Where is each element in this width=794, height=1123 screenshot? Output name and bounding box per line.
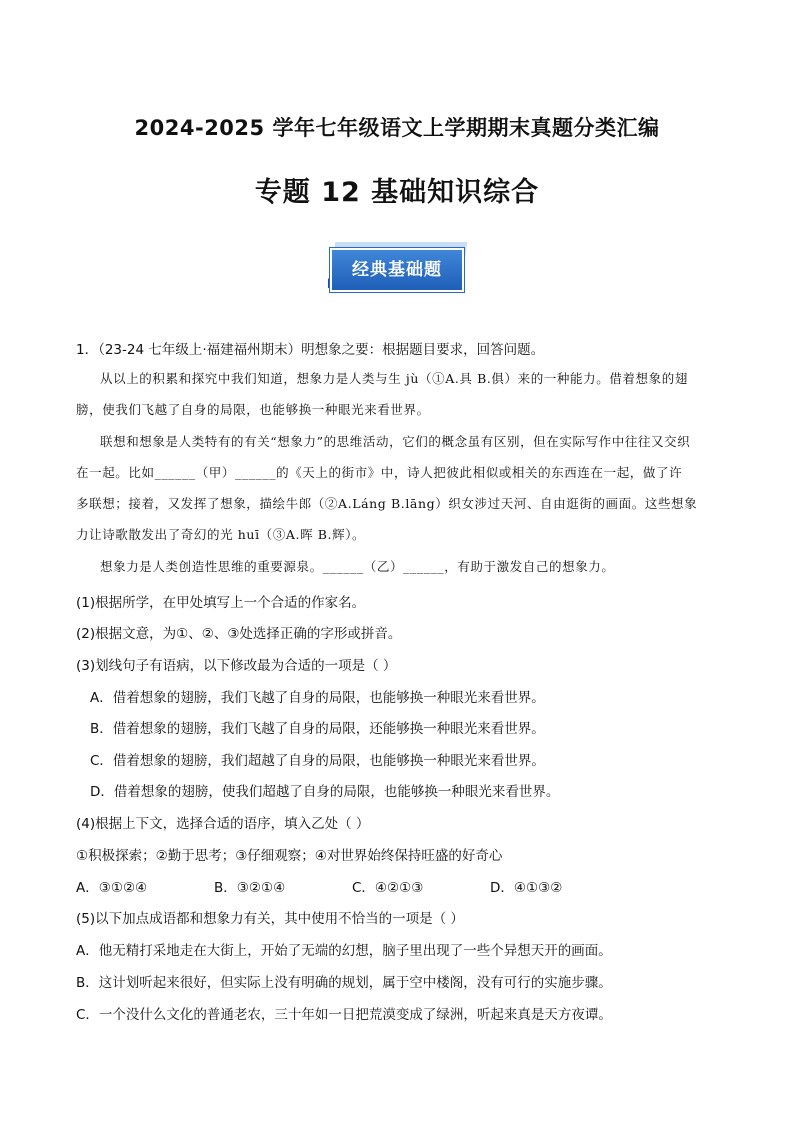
sub-question-1: (1)根据所学，在甲处填写上一个合适的作家名。 bbox=[76, 595, 366, 611]
option-b: B．这计划听起来很好，但实际上没有明确的规划，属于空中楼阁，没有可行的实施步骤。 bbox=[76, 975, 612, 991]
sub-question-4-items: ①积极探索；②勤于思考；③仔细观察；④对世界始终保持旺盛的好奇心 bbox=[76, 848, 503, 864]
option-c: C．一个没什么文化的普通老农，三十年如一日把荒漠变成了绿洲，听起来真是天方夜谭。 bbox=[76, 1007, 612, 1023]
sub-question-5: (5)以下加点成语都和想象力有关，其中使用不恰当的一项是（ ） bbox=[76, 911, 464, 927]
passage-line: 在一起。比如______（甲）______的《天上的街市》中，诗人把彼此相似或相关的东西连在一起，做了许 bbox=[76, 465, 683, 480]
option-a: A．他无精打采地走在大街上，开始了无端的幻想，脑子里出现了一些个异想天开的画面。 bbox=[76, 943, 612, 959]
passage-line: 力让诗歌散发出了奇幻的光 huī（③A.晖 B.辉）。 bbox=[76, 527, 366, 542]
passage-line: 联想和想象是人类特有的有关“想象力”的思维活动，它们的概念虽有区别，但在实际写作中往往又交织 bbox=[100, 434, 691, 449]
passage-line: 从以上的积累和探究中我们知道，想象力是人类与生 jù（①A.具 B.俱）来的一种能力。借着想象的翅 bbox=[100, 371, 688, 386]
option-b: B．借着想象的翅膀，我们飞越了自身的局限，还能够换一种眼光来看世界。 bbox=[90, 721, 545, 737]
badge-label: 经典基础题 bbox=[330, 248, 464, 292]
sub-question-3: (3)划线句子有语病，以下修改最为合适的一项是（ ） bbox=[76, 658, 397, 674]
sub-question-4-options bbox=[76, 876, 726, 896]
option-a: A．③①②④ bbox=[76, 880, 148, 896]
option-d: D．④①③② bbox=[490, 880, 563, 896]
option-c: C．借着想象的翅膀，我们超越了自身的局限，也能够换一种眼光来看世界。 bbox=[90, 753, 545, 769]
passage-line: 多联想；接着，又发挥了想象，描绘牛郎（②A.Láng B.lāng）织女涉过天河、自由逛街的画面。这些想象 bbox=[76, 496, 698, 511]
option-b: B．③②①④ bbox=[214, 880, 286, 896]
option-a: A．借着想象的翅膀，我们飞越了自身的局限，也能够换一种眼光来看世界。 bbox=[90, 690, 545, 706]
option-d: D．借着想象的翅膀，使我们超越了自身的局限，也能够换一种眼光来看世界。 bbox=[90, 784, 560, 800]
question-intro: 1．（23-24 七年级上·福建福州期末）明想象之要：根据题目要求，回答问题。 bbox=[76, 342, 545, 358]
document-title: 2024-2025 学年七年级语文上学期期末真题分类汇编 bbox=[134, 116, 660, 140]
passage-line: 膀，使我们飞越了自身的局限，也能够换一种眼光来看世界。 bbox=[76, 402, 430, 417]
sub-question-4: (4)根据上下文，选择合适的语序，填入乙处（ ） bbox=[76, 816, 370, 832]
section-badge bbox=[328, 242, 468, 294]
sub-question-2: (2)根据文意，为①、②、③处选择正确的字形或拼音。 bbox=[76, 626, 402, 642]
passage-line: 想象力是人类创造性思维的重要源泉。______（乙）______，有助于激发自己的想象力。 bbox=[100, 559, 615, 574]
document-subtitle: 专题 12 基础知识综合 bbox=[254, 177, 540, 208]
option-c: C．④②①③ bbox=[352, 880, 424, 896]
